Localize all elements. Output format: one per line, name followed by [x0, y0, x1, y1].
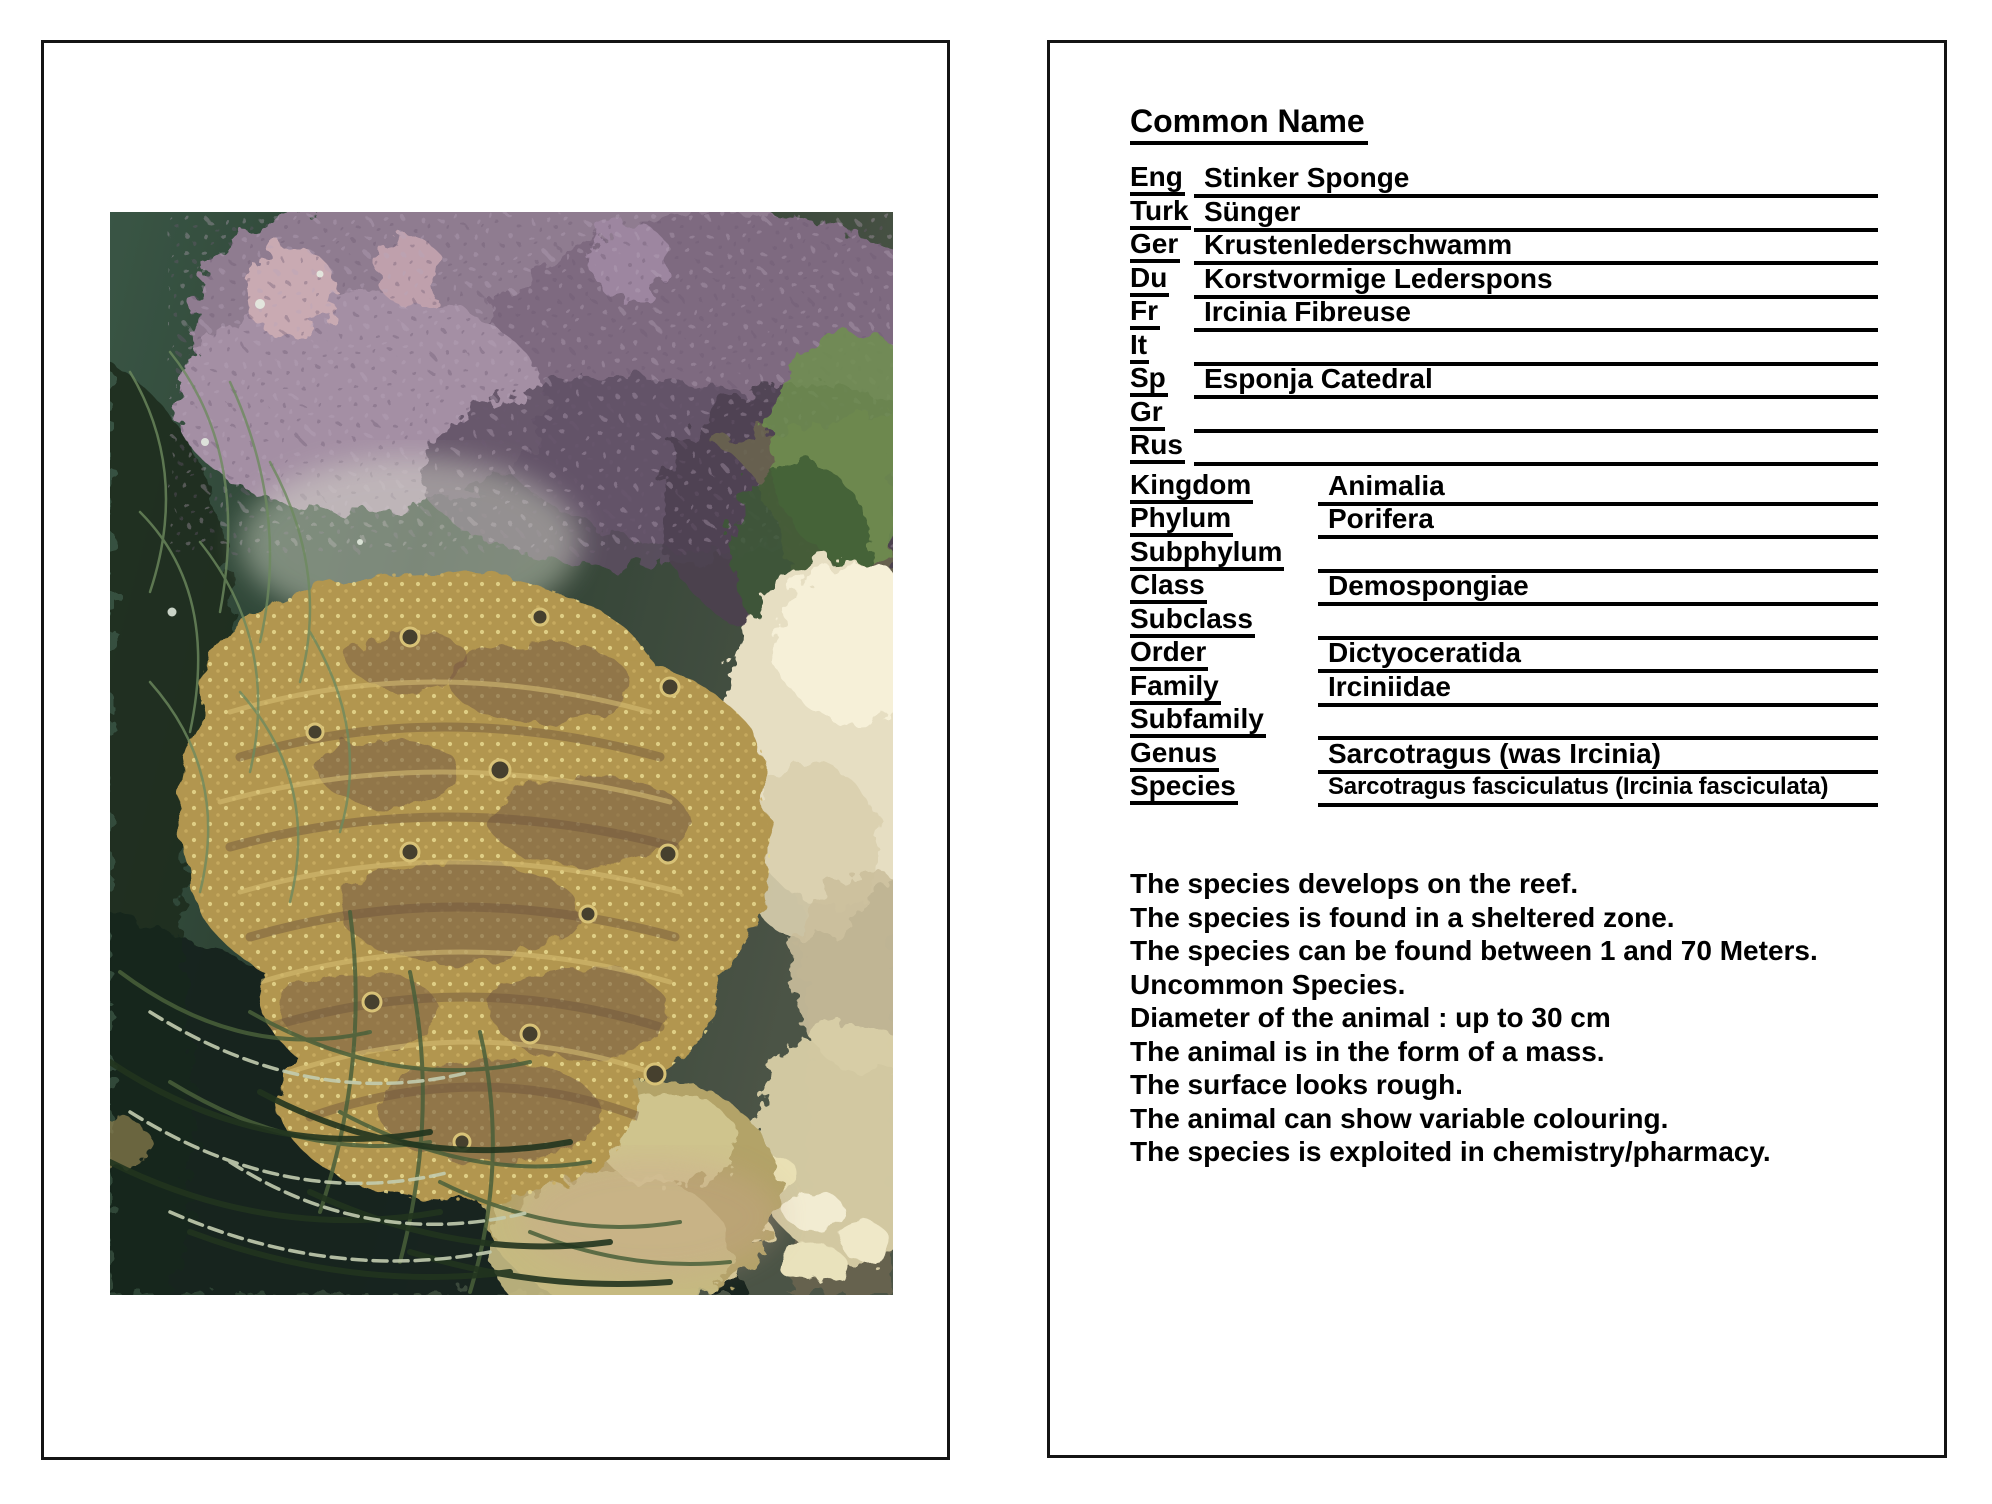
rank-value: Dictyoceratida	[1318, 639, 1878, 673]
rank-label: Species	[1130, 772, 1238, 805]
lang-value: Sünger	[1194, 198, 1878, 232]
note-line: Uncommon Species.	[1130, 968, 1406, 1000]
lang-value: Stinker Sponge	[1194, 164, 1878, 198]
rank-value: Demospongiae	[1318, 572, 1878, 606]
lang-value: Esponja Catedral	[1194, 365, 1878, 399]
rank-label: Phylum	[1130, 504, 1233, 537]
rank-label: Family	[1130, 672, 1221, 705]
common-name-row-du	[1130, 261, 1878, 299]
taxonomy-row-subfamily	[1130, 703, 1878, 741]
taxonomy-row-kingdom	[1130, 468, 1878, 506]
common-name-heading: Common Name	[1130, 105, 1368, 145]
note-line: The species is exploited in chemistry/pharmacy.	[1130, 1136, 1771, 1168]
rank-label: Kingdom	[1130, 471, 1253, 504]
rank-value: Sarcotragus (was Ircinia)	[1318, 740, 1878, 774]
common-name-row-ger	[1130, 228, 1878, 266]
lang-label: Du	[1130, 264, 1169, 297]
taxonomy-table	[1130, 468, 1878, 807]
note-line: The species can be found between 1 and 70 Meters.	[1130, 935, 1818, 967]
common-name-row-turk	[1130, 194, 1878, 232]
taxonomy-row-subclass	[1130, 602, 1878, 640]
lang-label: Fr	[1130, 297, 1160, 330]
lang-label: Gr	[1130, 398, 1165, 431]
note-line: Diameter of the animal : up to 30 cm	[1130, 1002, 1611, 1034]
photo-panel	[41, 40, 950, 1460]
lang-label: It	[1130, 331, 1149, 364]
common-name-row-rus	[1130, 429, 1878, 467]
lang-value	[1194, 427, 1878, 433]
rank-label: Subclass	[1130, 605, 1255, 638]
lang-label: Turk	[1130, 197, 1191, 230]
rank-label: Genus	[1130, 739, 1219, 772]
note-line: The animal is in the form of a mass.	[1130, 1035, 1605, 1067]
lang-value: Korstvormige Lederspons	[1194, 265, 1878, 299]
rank-label: Subfamily	[1130, 705, 1266, 738]
common-name-row-gr	[1130, 395, 1878, 433]
sponge-photo-illustration	[110, 212, 893, 1295]
note-line: The species develops on the reef.	[1130, 868, 1579, 900]
sponge-photo	[110, 212, 893, 1295]
rank-label: Class	[1130, 571, 1207, 604]
note-line: The animal can show variable colouring.	[1130, 1102, 1669, 1134]
rank-label: Subphylum	[1130, 538, 1284, 571]
rank-value: Sarcotragus fasciculatus (Ircinia fasciculata)	[1318, 775, 1878, 807]
note-line: The species is found in a sheltered zone.	[1130, 901, 1675, 933]
taxonomy-row-genus	[1130, 736, 1878, 774]
lang-value: Krustenlederschwamm	[1194, 231, 1878, 265]
taxonomy-row-phylum	[1130, 502, 1878, 540]
species-notes	[1130, 867, 1878, 1169]
lang-value	[1194, 460, 1878, 466]
taxonomy-row-order	[1130, 636, 1878, 674]
common-names-table	[1130, 161, 1878, 467]
note-line: The surface looks rough.	[1130, 1069, 1463, 1101]
taxonomy-row-class	[1130, 569, 1878, 607]
taxonomy-row-species	[1130, 770, 1878, 808]
lang-value: Ircinia Fibreuse	[1194, 298, 1878, 332]
lang-label: Sp	[1130, 364, 1168, 397]
taxonomy-row-subphylum	[1130, 535, 1878, 573]
lang-label: Ger	[1130, 230, 1180, 263]
info-panel	[1047, 40, 1947, 1458]
rank-value: Irciniidae	[1318, 673, 1878, 707]
common-name-row-sp	[1130, 362, 1878, 400]
common-name-row-eng	[1130, 161, 1878, 199]
taxonomy-row-family	[1130, 669, 1878, 707]
rank-label: Order	[1130, 638, 1208, 671]
common-name-row-fr	[1130, 295, 1878, 333]
rank-value: Porifera	[1318, 505, 1878, 539]
rank-value: Animalia	[1318, 472, 1878, 506]
lang-label: Eng	[1130, 163, 1185, 196]
common-name-row-it	[1130, 328, 1878, 366]
lang-label: Rus	[1130, 431, 1185, 464]
